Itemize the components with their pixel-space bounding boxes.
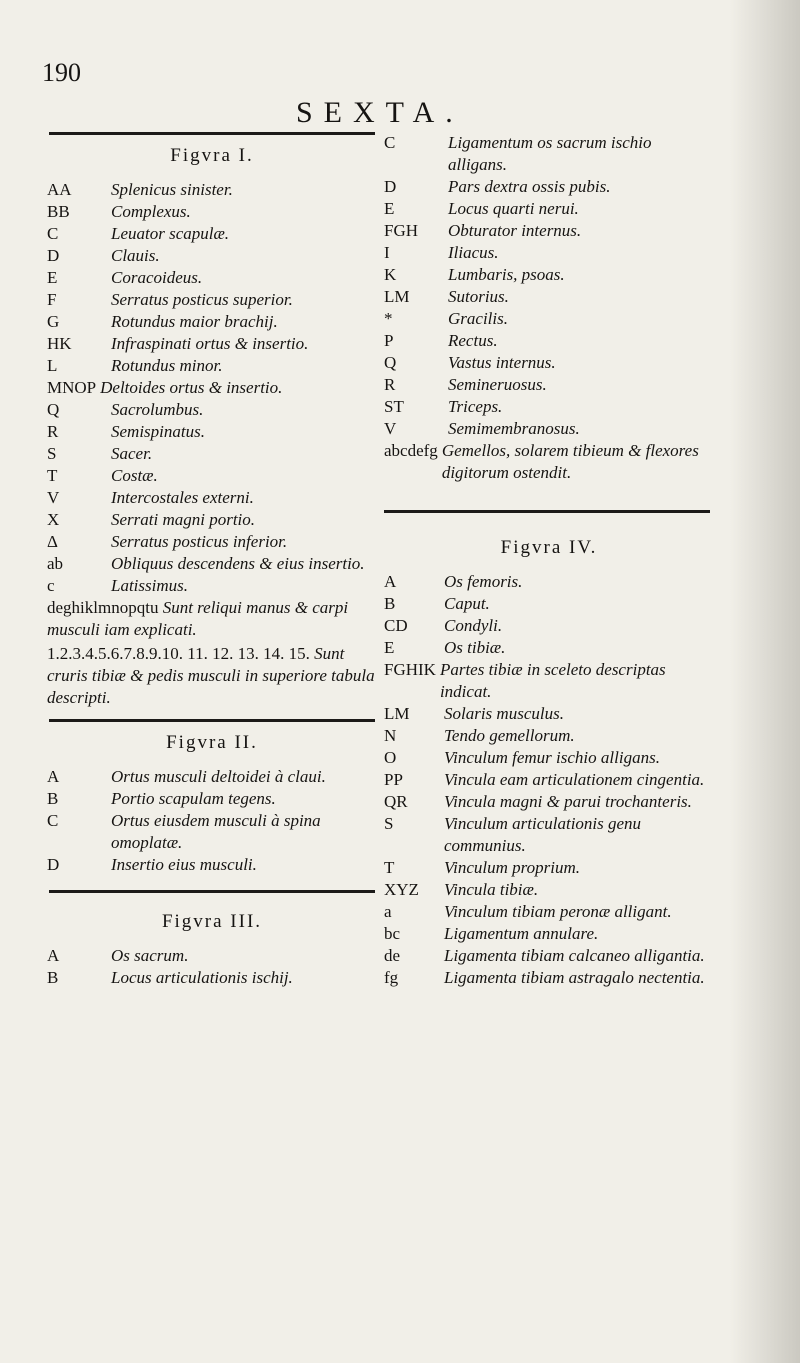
entry-text: Iliacus. — [448, 243, 499, 262]
entry-text: Leuator scapulæ. — [111, 224, 230, 243]
legend-entry — [47, 267, 377, 289]
entry-label: B — [47, 968, 59, 987]
entry-text: Gemellos, solarem tibieum & flexores digitorum ostendit. — [441, 441, 699, 482]
figure-4-heading: Figvra IV. — [500, 537, 598, 558]
right-column — [384, 132, 714, 989]
entry-text: Semimembranosus. — [448, 419, 580, 438]
entry-label: S — [384, 814, 394, 833]
figure-4-legend — [384, 571, 714, 989]
entry-text: Vincula tibiæ. — [444, 880, 539, 899]
page-edge-shadow — [730, 0, 800, 1363]
entry-label: abcdefg — [384, 441, 438, 460]
entry-label: E — [47, 268, 58, 287]
entry-label: Q — [47, 400, 60, 419]
entry-text: Semispinatus. — [111, 422, 205, 441]
entry-text: Rotundus minor. — [111, 356, 223, 375]
entry-label: D — [47, 855, 60, 874]
entry-label: Q — [384, 353, 397, 372]
legend-entry — [384, 659, 714, 703]
legend-entry — [47, 223, 377, 245]
entry-label: B — [384, 594, 396, 613]
entry-label: C — [384, 133, 396, 152]
legend-entry — [384, 176, 714, 198]
entry-text: Coracoideus. — [111, 268, 203, 287]
entry-text: Sunt reliqui manus & carpi musculi iam explicati. — [47, 598, 349, 639]
legend-entry — [384, 242, 714, 264]
running-title: SEXTA. — [296, 96, 464, 129]
legend-entry — [47, 465, 377, 487]
entry-label: F — [47, 290, 57, 309]
entry-text: Clauis. — [111, 246, 160, 265]
entry-text: Tendo gemellorum. — [444, 726, 575, 745]
entry-label: FGHIK — [384, 660, 436, 679]
entry-label: 1.2.3.4.5.6.7.8.9.10. 11. 12. 13. 14. 15. — [47, 644, 310, 663]
entry-text: Costæ. — [111, 466, 158, 485]
entry-text: Splenicus sinister. — [111, 180, 233, 199]
entry-label: C — [47, 811, 59, 830]
entry-text: Locus quarti nerui. — [448, 199, 579, 218]
legend-entry — [384, 440, 714, 484]
legend-entry — [384, 615, 714, 637]
legend-entry — [384, 791, 714, 813]
entry-label: fg — [384, 968, 399, 987]
entry-label: D — [384, 177, 397, 196]
entry-text: Vinculum proprium. — [444, 858, 580, 877]
entry-label: QR — [384, 792, 408, 811]
entry-label: LM — [384, 287, 410, 306]
entry-text: Gracilis. — [448, 309, 508, 328]
section-rule — [384, 510, 710, 513]
entry-label: I — [384, 243, 390, 262]
entry-label: K — [384, 265, 397, 284]
entry-text: Locus articulationis ischij. — [111, 968, 293, 987]
entry-label: HK — [47, 334, 72, 353]
entry-label: Δ — [47, 532, 58, 551]
figure-1-heading: Figvra I. — [170, 145, 254, 166]
section-rule — [49, 719, 375, 722]
legend-entry — [47, 399, 377, 421]
figure-3-legend — [47, 945, 377, 989]
entry-label: PP — [384, 770, 403, 789]
entry-label: c — [47, 576, 55, 595]
entry-text: Triceps. — [448, 397, 503, 416]
entry-text: Os tibiæ. — [444, 638, 506, 657]
legend-entry — [384, 725, 714, 747]
entry-text: Rotundus maior brachij. — [111, 312, 278, 331]
legend-entry — [47, 766, 377, 788]
entry-label: G — [47, 312, 60, 331]
entry-text: Vincula magni & parui trochanteris. — [444, 792, 692, 811]
entry-label: ab — [47, 554, 64, 573]
legend-entry — [47, 553, 377, 575]
page-number: 190 — [42, 58, 81, 87]
legend-entry — [384, 198, 714, 220]
legend-entry — [384, 330, 714, 352]
entry-text: Serrati magni portio. — [111, 510, 256, 529]
entry-text: Ortus eiusdem musculi à spina omoplatæ. — [111, 811, 321, 852]
entry-text: Ligamenta tibiam astragalo nectentia. — [444, 968, 705, 987]
entry-label: AA — [47, 180, 72, 199]
entry-text: Caput. — [444, 594, 490, 613]
legend-entry — [384, 703, 714, 725]
entry-text: Sacer. — [111, 444, 153, 463]
entry-text: Os femoris. — [444, 572, 523, 591]
entry-text: Ligamenta tibiam calcaneo alligantia. — [444, 946, 705, 965]
entry-text: Ligamentum os sacrum ischio alligans. — [448, 133, 652, 174]
legend-entry — [384, 308, 714, 330]
left-column — [47, 132, 377, 989]
entry-label: deghiklmnopqtu — [47, 598, 159, 617]
legend-entry-long — [47, 597, 377, 641]
legend-entry — [384, 945, 714, 967]
legend-entry — [384, 571, 714, 593]
entry-text: Insertio eius musculi. — [111, 855, 257, 874]
figure-3-continued-legend — [384, 132, 714, 484]
entry-text: Deltoides ortus & insertio. — [100, 378, 283, 397]
entry-label: A — [384, 572, 397, 591]
legend-entry — [47, 333, 377, 355]
entry-label: * — [384, 309, 393, 328]
top-rule — [49, 132, 375, 135]
entry-label: L — [47, 356, 58, 375]
entry-text: Rectus. — [448, 331, 498, 350]
entry-text: Vinculum tibiam peronæ alligant. — [444, 902, 672, 921]
entry-label: E — [384, 199, 395, 218]
figure-3-heading: Figvra III. — [161, 911, 263, 932]
entry-label: bc — [384, 924, 401, 943]
entry-text: Serratus posticus inferior. — [111, 532, 288, 551]
legend-entry — [47, 810, 377, 854]
entry-label: A — [47, 946, 60, 965]
entry-text: Solaris musculus. — [444, 704, 564, 723]
entry-text: Obturator internus. — [448, 221, 582, 240]
legend-entry — [47, 854, 377, 876]
entry-text: Portio scapulam tegens. — [111, 789, 276, 808]
entry-label: ST — [384, 397, 404, 416]
legend-entry — [384, 901, 714, 923]
legend-entry — [47, 509, 377, 531]
legend-entry — [384, 286, 714, 308]
entry-text: Intercostales externi. — [111, 488, 254, 507]
legend-entry — [47, 575, 377, 597]
legend-entry — [47, 967, 377, 989]
entry-text: Sacrolumbus. — [111, 400, 204, 419]
entry-text: Vastus internus. — [448, 353, 556, 372]
entry-text: Sunt cruris tibiæ & pedis musculi in superiore tabula descripti. — [47, 644, 375, 707]
entry-text: Vincula eam articulationem cingentia. — [444, 770, 705, 789]
entry-text: Serratus posticus superior. — [111, 290, 293, 309]
legend-entry — [384, 769, 714, 791]
legend-entry — [384, 396, 714, 418]
entry-label: N — [384, 726, 397, 745]
entry-label: CD — [384, 616, 408, 635]
entry-label: V — [384, 419, 397, 438]
figure-2-heading: Figvra II. — [166, 732, 258, 753]
legend-entry — [47, 311, 377, 333]
legend-entry — [47, 487, 377, 509]
legend-entry — [384, 923, 714, 945]
entry-label: MNOP — [47, 378, 97, 397]
legend-entry — [47, 421, 377, 443]
entry-text: Infraspinati ortus & insertio. — [111, 334, 309, 353]
legend-entry — [47, 788, 377, 810]
legend-entry — [384, 593, 714, 615]
entry-label: C — [47, 224, 59, 243]
legend-entry — [47, 355, 377, 377]
entry-text: Vinculum articulationis genu communius. — [444, 814, 642, 855]
legend-entry — [384, 879, 714, 901]
entry-text: Ligamentum annulare. — [444, 924, 599, 943]
legend-entry — [47, 377, 377, 399]
legend-entry — [384, 132, 714, 176]
legend-entry — [47, 201, 377, 223]
legend-entry-long — [47, 643, 377, 709]
entry-label: de — [384, 946, 401, 965]
legend-entry — [47, 179, 377, 201]
legend-entry — [384, 967, 714, 989]
legend-entry — [384, 220, 714, 242]
legend-entry — [47, 945, 377, 967]
legend-entry — [384, 352, 714, 374]
legend-entry — [384, 264, 714, 286]
entry-text: Obliquus descendens & eius insertio. — [111, 554, 365, 573]
entry-text: Ortus musculi deltoidei à claui. — [111, 767, 326, 786]
legend-entry — [384, 418, 714, 440]
legend-entry — [384, 374, 714, 396]
entry-label: R — [384, 375, 396, 394]
entry-label: V — [47, 488, 60, 507]
entry-text: Condyli. — [444, 616, 503, 635]
section-rule — [49, 890, 375, 893]
legend-entry — [47, 443, 377, 465]
entry-label: T — [47, 466, 58, 485]
entry-label: D — [47, 246, 60, 265]
entry-label: T — [384, 858, 395, 877]
entry-label: LM — [384, 704, 410, 723]
entry-label: B — [47, 789, 59, 808]
entry-text: Pars dextra ossis pubis. — [448, 177, 611, 196]
entry-label: O — [384, 748, 397, 767]
legend-entry — [47, 531, 377, 553]
entry-text: Latissimus. — [111, 576, 188, 595]
entry-text: Partes tibiæ in sceleto descriptas indicat. — [439, 660, 666, 701]
legend-entry — [47, 289, 377, 311]
legend-entry — [384, 637, 714, 659]
entry-label: BB — [47, 202, 70, 221]
entry-label: a — [384, 902, 392, 921]
entry-text: Lumbaris, psoas. — [448, 265, 565, 284]
entry-label: X — [47, 510, 60, 529]
legend-entry — [384, 857, 714, 879]
entry-label: P — [384, 331, 394, 350]
entry-label: A — [47, 767, 60, 786]
entry-text: Os sacrum. — [111, 946, 189, 965]
entry-label: E — [384, 638, 395, 657]
entry-text: Sutorius. — [448, 287, 509, 306]
legend-entry — [384, 813, 714, 857]
entry-label: XYZ — [384, 880, 419, 899]
figure-2-legend — [47, 766, 377, 876]
legend-entry — [47, 245, 377, 267]
legend-entry — [384, 747, 714, 769]
entry-label: S — [47, 444, 57, 463]
entry-label: FGH — [384, 221, 419, 240]
entry-text: Vinculum femur ischio alligans. — [444, 748, 660, 767]
entry-text: Semineruosus. — [448, 375, 547, 394]
figure-1-legend — [47, 179, 377, 709]
entry-text: Complexus. — [111, 202, 191, 221]
entry-label: R — [47, 422, 59, 441]
